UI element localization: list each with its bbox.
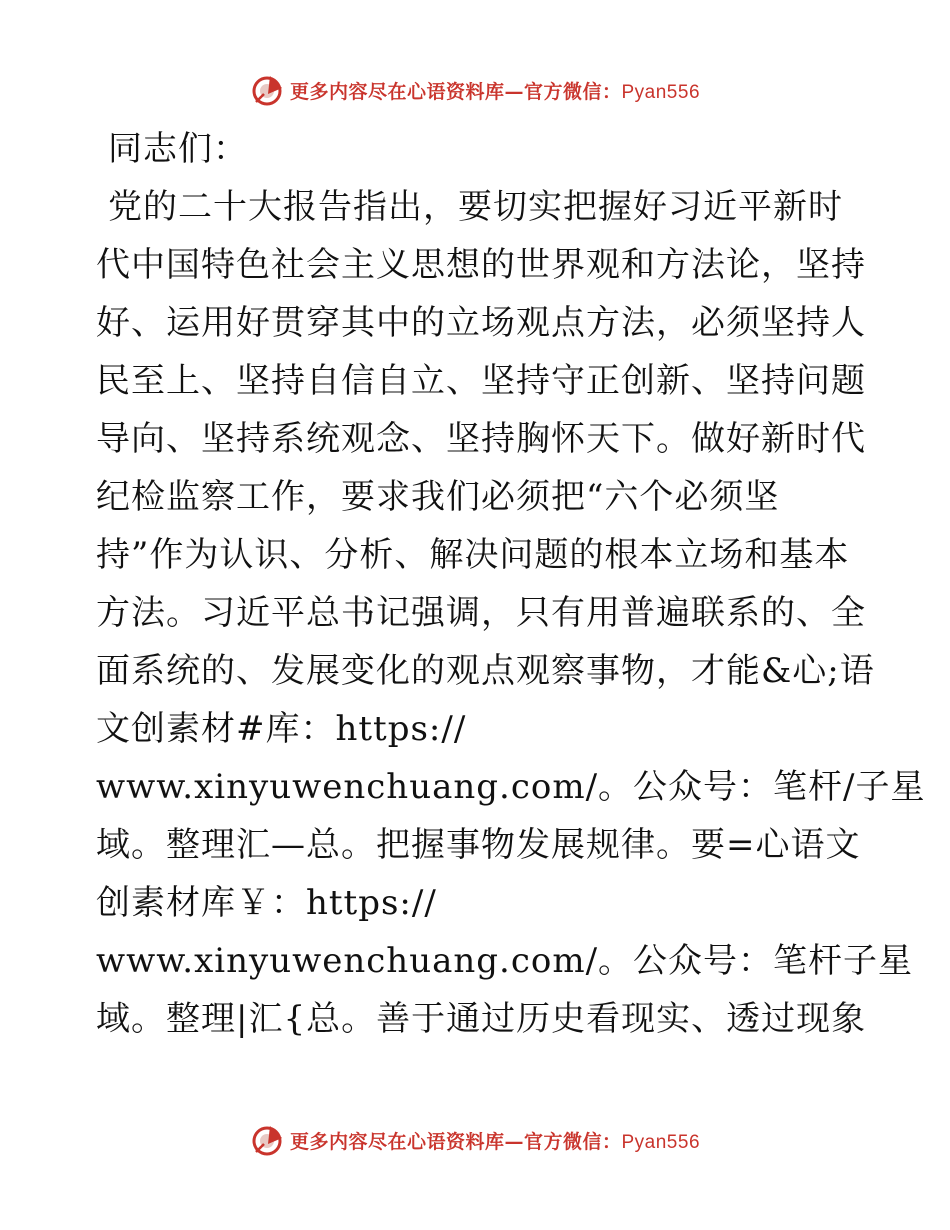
header-banner-text [290,77,700,104]
paragraph-line: 党的二十大报告指出，要切实把握好习近平新时 [108,187,843,227]
paragraph-line: 域。整理汇—总。把握事物发展规律。要=心语文 [96,825,861,865]
paragraph-line: 文创素材#库：https:// [96,709,467,749]
paragraph-line: 代中国特色社会主义思想的世界观和方法论，坚持 [96,245,866,285]
paragraph-line: www.xinyuwenchuang.com/。公众号：笔杆/子星 [96,767,926,807]
paragraph-line: 好、运用好贯穿其中的立场观点方法，必须坚持人 [96,303,866,343]
paragraph-line: www.xinyuwenchuang.com/。公众号：笔杆子星 [96,941,914,981]
paragraph-line: 创素材库￥：https:// [96,883,437,923]
footer-banner-cn: 更多内容尽在心语资料库—官方微信： [289,1130,622,1153]
paragraph-line: 民至上、坚持自信自立、坚持守正创新、坚持问题 [96,361,866,401]
header-banner-wechat-id: Pyan556 [621,81,701,103]
greeting: 同志们： [108,129,248,169]
paragraph-line: 域。整理|汇{总。善于通过历史看现实、透过现象 [96,999,867,1039]
paragraph-line: 纪检监察工作，要求我们必须把“六个必须坚 [96,477,780,517]
paragraph-line: 持”作为认识、分析、解决问题的根本立场和基本 [96,535,850,575]
footer-banner-wechat-id: Pyan556 [621,1131,701,1153]
header-banner [0,70,950,110]
footer-banner-text [290,1127,700,1154]
paragraph-line: 面系统的、发展变化的观点观察事物，才能&心;语 [96,651,875,691]
pen-logo-icon [250,72,286,108]
document-body [96,120,926,1048]
paragraph-line: 导向、坚持系统观念、坚持胸怀天下。做好新时代 [96,419,866,459]
footer-banner [0,1120,950,1160]
paragraph-line: 方法。习近平总书记强调，只有用普遍联系的、全 [96,593,866,633]
pen-logo-icon [250,1122,286,1158]
header-banner-cn: 更多内容尽在心语资料库—官方微信： [289,80,622,103]
